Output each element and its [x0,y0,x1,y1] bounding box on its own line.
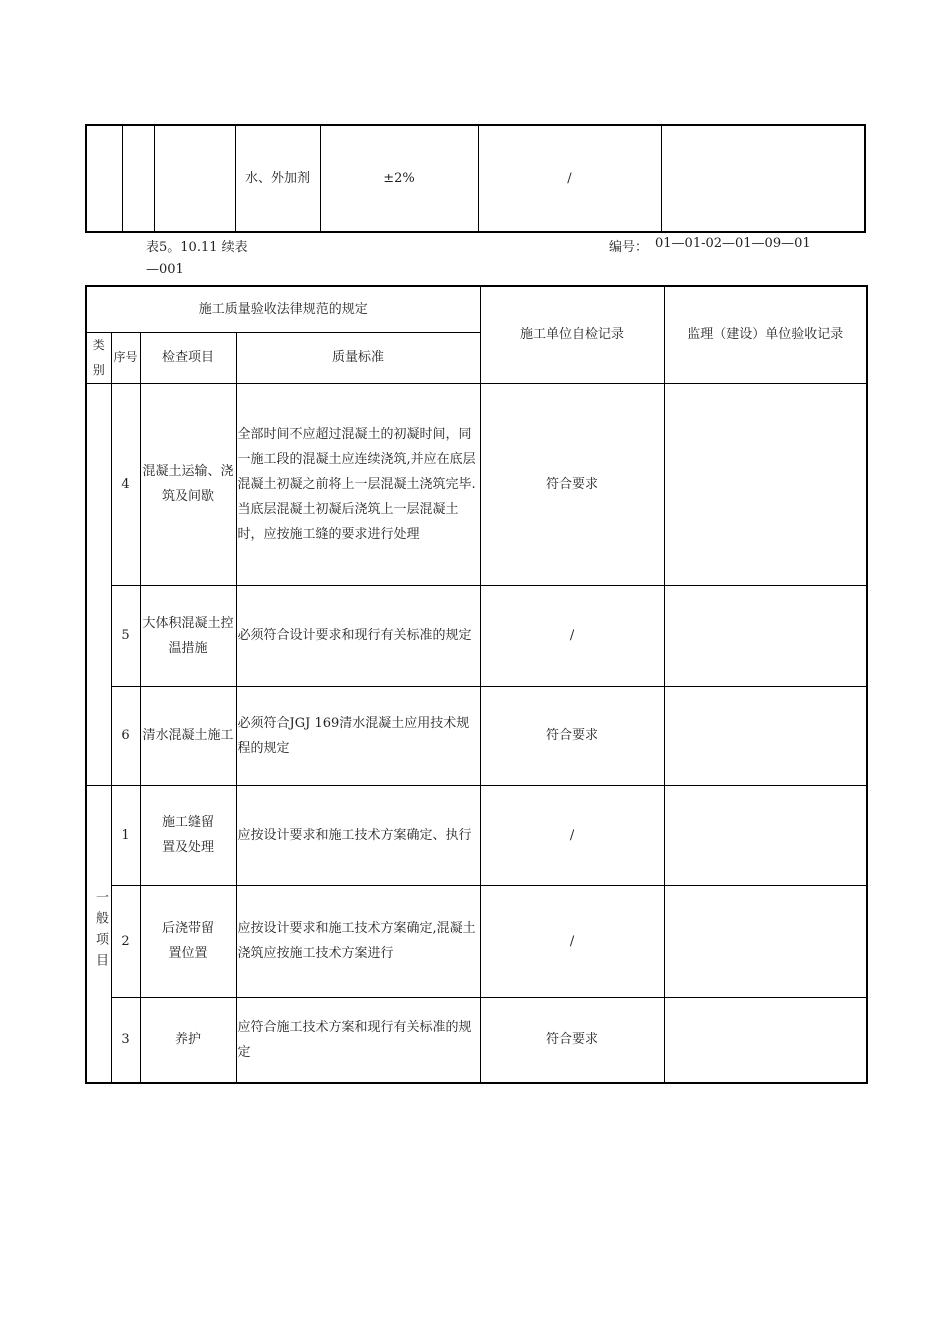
seq-header: 序号 [111,332,140,383]
document-number-continuation: —001 [146,262,184,277]
supervision-cell [664,997,867,1083]
document-number: 01—01-02—01—09—01 [655,236,811,251]
check-item-cell: 大体积混凝土控温措施 [140,585,236,686]
check-item-cell: 水、外加剂 [235,125,320,232]
table-row [86,585,867,686]
general-category-cell [86,785,111,1083]
quality-inspection-table [85,285,868,1084]
self-check-cell: 符合要求 [480,383,664,585]
document-number-label: 编号： [609,240,649,255]
supervision-cell [664,885,867,997]
continued-table-fragment [85,124,866,233]
check-item-cell: 养护 [140,997,236,1083]
quality-standard-cell: 全部时间不应超过混凝土的初凝时间，同一施工段的混凝土应连续浇筑,并应在底层混凝土初凝之前将上一层混凝土浇筑完毕.当底层混凝土初凝后浇筑上一层混凝土时，应按施工缝的要求进行处理 [236,383,480,585]
check-item-cell: 后浇带留置位置 [140,885,236,997]
table-row [86,125,865,232]
seq-cell: 4 [111,383,140,585]
empty-cell [154,125,235,232]
supervision-cell [661,125,865,232]
quality-standard-cell: 必须符合设计要求和现行有关标准的规定 [236,585,480,686]
category-cell [86,383,111,785]
empty-cell [86,125,122,232]
quality-standard-cell: 必须符合JGJ 169清水混凝土应用技术规程的规定 [236,686,480,785]
supervision-cell [664,585,867,686]
check-item-cell: 清水混凝土施工 [140,686,236,785]
quality-standard-cell: 应按设计要求和施工技术方案确定、执行 [236,785,480,885]
self-check-cell: / [480,585,664,686]
table-caption: 表5。10.11 续表 [146,240,248,255]
self-check-cell: 符合要求 [480,686,664,785]
empty-cell [122,125,154,232]
seq-cell: 5 [111,585,140,686]
supervision-header: 监理（建设）单位验收记录 [664,286,867,383]
seq-cell: 2 [111,885,140,997]
quality-standard-cell: 应符合施工技术方案和现行有关标准的规定 [236,997,480,1083]
quality-standard-cell: 应按设计要求和施工技术方案确定,混凝土浇筑应按施工技术方案进行 [236,885,480,997]
regulation-header: 施工质量验收法律规范的规定 [86,286,480,332]
table-row [86,686,867,785]
table-row [86,383,867,585]
check-item-header: 检查项目 [140,332,236,383]
self-check-cell: / [480,785,664,885]
seq-cell: 6 [111,686,140,785]
quality-standard-cell: ±2% [320,125,478,232]
table-row [86,885,867,997]
self-check-header: 施工单位自检记录 [480,286,664,383]
quality-standard-header: 质量标准 [236,332,480,383]
table-row [86,997,867,1083]
seq-cell: 1 [111,785,140,885]
category-header: 类别 [86,332,111,383]
self-check-cell: / [478,125,661,232]
table-row [86,785,867,885]
check-item-cell: 混凝土运输、浇筑及间歇 [140,383,236,585]
seq-cell: 3 [111,997,140,1083]
header-row [86,286,867,332]
supervision-cell [664,686,867,785]
self-check-cell: / [480,885,664,997]
general-category-label: 一般项目 [93,890,108,975]
supervision-cell [664,785,867,885]
self-check-cell: 符合要求 [480,997,664,1083]
supervision-cell [664,383,867,585]
check-item-cell: 施工缝留置及处理 [140,785,236,885]
